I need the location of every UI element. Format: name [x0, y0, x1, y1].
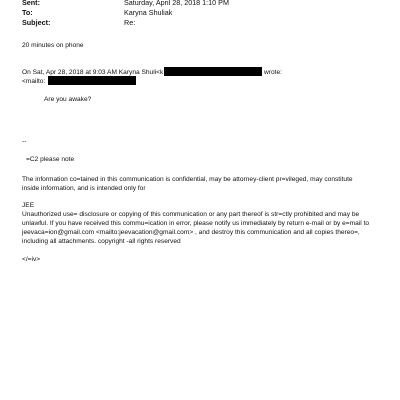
quote-attribution: On Sat, Apr 28, 2018 at 9:03 AM Karyna Shuli<k — [22, 69, 164, 76]
subject-label: Subject: — [22, 18, 51, 27]
disclaimer2-line-2: unlawful. If you have received this commu=ication in error, please notify us immediately by return e-mail or by e=mail to — [22, 220, 370, 227]
disclaimer-line-1: The information co=tained in this communication is confidential, may be attorney-client pr=vileged, may constitute — [22, 176, 353, 183]
disclaimer-line-2: inside information, and is intended only for — [22, 185, 146, 192]
redacted-email-block — [164, 67, 262, 76]
mailto-prefix: <mailto: — [22, 78, 46, 85]
reply-text: 20 minutes on phone — [22, 42, 84, 49]
disclaimer2-line-3: jeevaca=ion@gmail.com <mailto:jeevacation@gmail.com> , and destroy this communication and all copies thereo=, — [22, 229, 360, 236]
redacted-mailto-block — [48, 76, 136, 85]
disclaimer2-line-1: Unauthorized use= disclosure or copying of this communication or any part thereof is str=ctly prohibited and may be — [22, 211, 360, 218]
quoted-message: Are you awake? — [44, 96, 92, 103]
disclaimer2-line-4: including all attachments. copyright -all rights reserved — [22, 238, 181, 245]
to-value: Karyna Shuliak — [124, 8, 173, 17]
sent-value: Saturday, April 28, 2018 1:10 PM — [124, 0, 229, 7]
signature-initials: JEE — [22, 202, 35, 209]
to-label: To: — [22, 8, 33, 17]
signature-code: =C2 please note — [26, 156, 75, 163]
signature-separator: -- — [22, 138, 27, 145]
closing-tag: </=iv> — [22, 256, 41, 263]
quote-wrote: wrote: — [264, 69, 282, 76]
subject-value: Re: — [124, 18, 136, 27]
sent-label: Sent: — [22, 0, 40, 7]
